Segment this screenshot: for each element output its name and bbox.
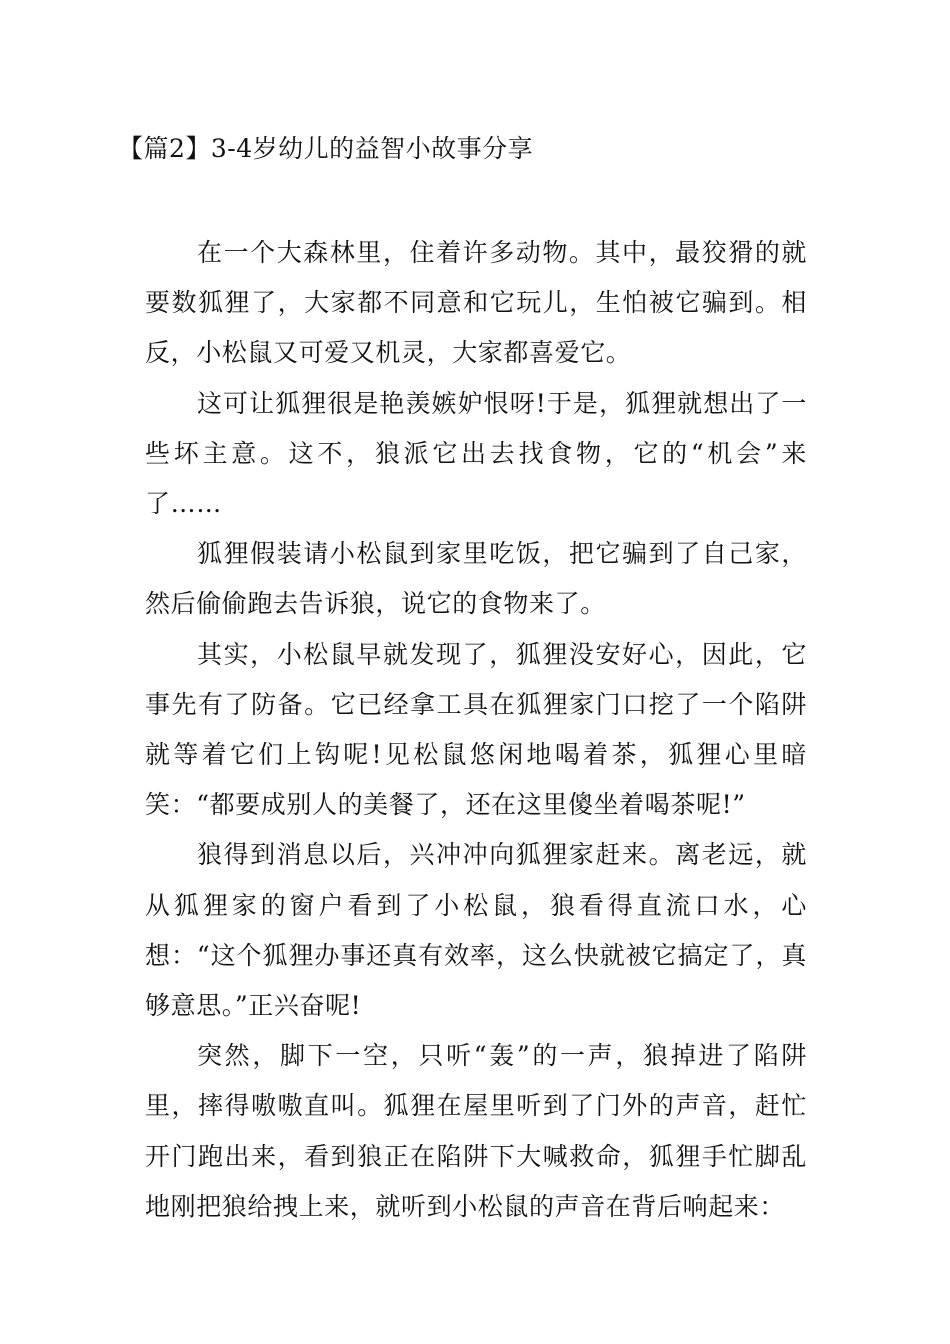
paragraph-4: 其实，小松鼠早就发现了，狐狸没安好心，因此，它事先有了防备。它已经拿工具在狐狸家门口挖了一个陷阱就等着它们上钩呢!见松鼠悠闲地喝着茶，狐狸心里暗笑：“都要成别人的美餐了，还在这里傻坐着喝茶呢!” (145, 639, 807, 820)
paragraph-5: 狼得到消息以后，兴冲冲向狐狸家赶来。离老远，就从狐狸家的窗户看到了小松鼠，狼看得直流口水，心想：“这个狐狸办事还真有效率，这么快就被它搞定了，真够意思。”正兴奋呢! (145, 840, 807, 1021)
paragraph-1: 在一个大森林里，住着许多动物。其中，最狡猾的就要数狐狸了，大家都不同意和它玩儿，生怕被它骗到。相反，小松鼠又可爱又机灵，大家都喜爱它。 (145, 238, 807, 368)
story-body (145, 228, 807, 1232)
paragraph-6: 突然，脚下一空，只听“轰”的一声，狼掉进了陷阱里，摔得嗷嗷直叫。狐狸在屋里听到了门外的声音，赶忙开门跑出来，看到狼正在陷阱下大喊救命，狐狸手忙脚乱地刚把狼给拽上来，就听到小松鼠的声音在背后响起来： (145, 1041, 807, 1221)
section-heading: 【篇2】3-4岁幼儿的益智小故事分享 (118, 134, 534, 163)
paragraph-3: 狐狸假装请小松鼠到家里吃饭，把它骗到了自己家，然后偷偷跑去告诉狼，说它的食物来了。 (145, 539, 807, 619)
paragraph-2: 这可让狐狸很是艳羡嫉妒恨呀!于是，狐狸就想出了一些坏主意。这不，狼派它出去找食物，它的“机会”来了…… (145, 388, 807, 519)
